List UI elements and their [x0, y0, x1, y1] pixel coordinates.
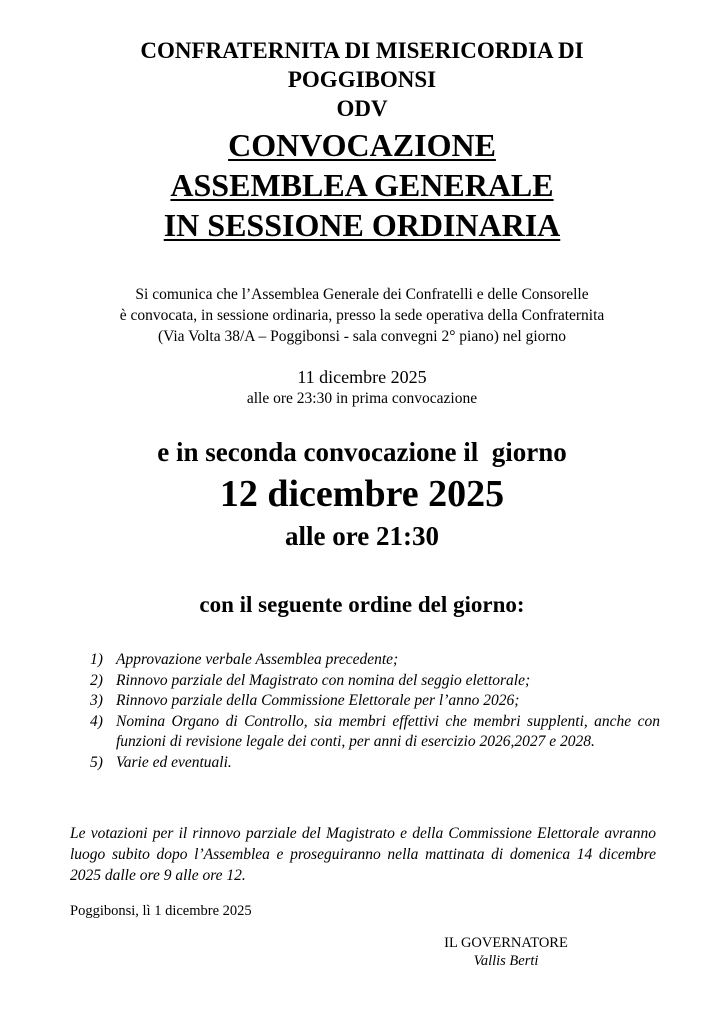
intro-line-3: (Via Volta 38/A – Poggibonsi - sala convegni 2° piano) nel giorno: [157, 328, 567, 345]
agenda-item: [90, 691, 660, 712]
agenda-item-text: Approvazione verbale Assemblea precedente;: [116, 651, 399, 668]
agenda-item-number: 3): [90, 692, 103, 709]
agenda-item-number: 5): [90, 753, 103, 771]
agenda-item-number: 1): [90, 651, 103, 668]
first-call-date: 11 dicembre 2025: [297, 367, 427, 387]
intro-line-1: Si comunica che l’Assemblea Generale dei Confratelli e delle Consorelle: [135, 286, 589, 303]
organization-name-line-2: POGGIBONSI: [287, 67, 437, 92]
agenda-item: [90, 671, 660, 692]
agenda-item-text: Rinnovo parziale del Magistrato con nomina del seggio elettorale;: [116, 671, 531, 689]
second-call-time: alle ore 21:30: [285, 521, 439, 551]
agenda-item-text: Varie ed eventuali.: [116, 753, 232, 771]
agenda-item-number: 4): [90, 712, 103, 730]
agenda-title: con il seguente ordine del giorno:: [199, 592, 525, 617]
agenda-item: [90, 712, 660, 753]
place-and-date: Poggibonsi, lì 1 dicembre 2025: [70, 903, 252, 919]
title-line-2: ASSEMBLEA GENERALE: [170, 167, 554, 203]
signature-block: [426, 934, 586, 970]
intro-line-2: è convocata, in sessione ordinaria, presso la sede operativa della Confraternita: [119, 307, 605, 324]
agenda-item-text: Nomina Organo di Controllo, sia membri effettivi che membri supplenti, anche con funzioni di revisione legale dei conti, per anni di esercizio 2026,2027 e 2028.: [116, 712, 660, 750]
signatory-role: IL GOVERNATORE: [444, 935, 568, 951]
title-line-3: IN SESSIONE ORDINARIA: [163, 207, 561, 243]
first-call-time: alle ore 23:30 in prima convocazione: [246, 390, 478, 407]
organization-name-line-1: CONFRATERNITA DI MISERICORDIA DI: [140, 38, 584, 63]
signatory-name: Vallis Berti: [473, 953, 539, 969]
agenda-item-text: Rinnovo parziale della Commissione Elettorale per l’anno 2026;: [116, 692, 520, 709]
document-header: [0, 36, 724, 245]
second-call-lead: e in seconda convocazione il giorno: [157, 437, 567, 467]
intro-paragraph: [0, 284, 724, 347]
second-call-block: [0, 434, 724, 554]
agenda-item: [90, 650, 660, 671]
organization-name-line-3: ODV: [336, 96, 388, 121]
second-call-date: 12 dicembre 2025: [219, 473, 505, 515]
document-title: [0, 125, 724, 245]
title-line-1: CONVOCAZIONE: [228, 127, 496, 163]
first-call-block: [0, 366, 724, 410]
agenda-item-number: 2): [90, 671, 103, 689]
agenda-list: [90, 650, 660, 773]
votes-note: Le votazioni per il rinnovo parziale del Magistrato e della Commissione Elettorale avranno luogo subito dopo l’Assemblea e proseguiranno nella mattinata di domenica 14 dicembre 2025 dalle ore 9 alle ore 12.: [70, 825, 656, 884]
agenda-item: [90, 753, 660, 774]
